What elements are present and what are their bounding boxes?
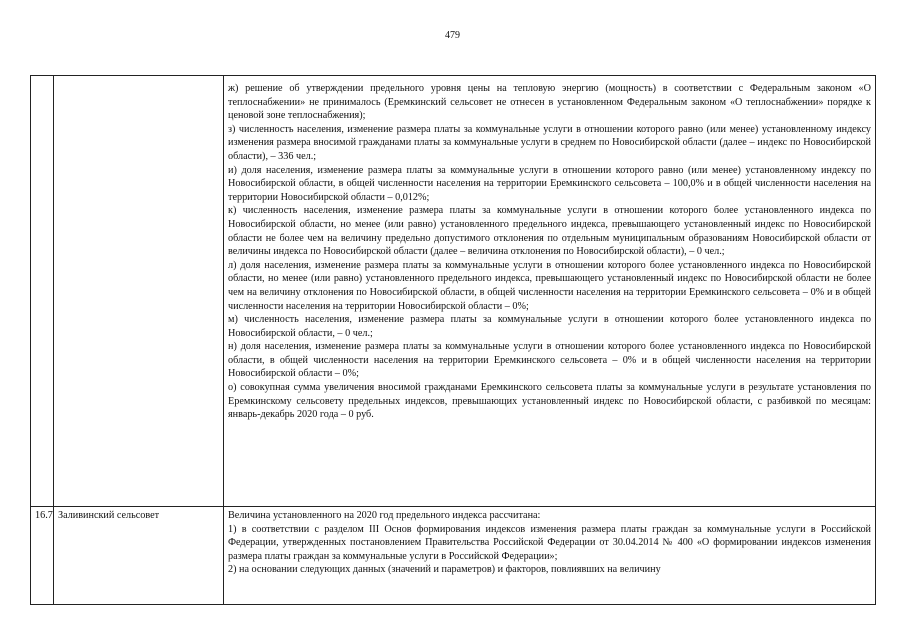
paragraph-k: к) численность населения, изменение размера платы за коммунальные услуги в отношении которого более установленного индекса по Новосибирской области, но менее (или равно) установленного предельного индекса, превышающего установленный индекс по Новосибирской области не более чем на величину предельно допустимого отклонения по отдельным муниципальным образованиям Новосибирской области от величины индекса по Новосибирской области (далее – величина отклонения по Новосибирской области), – 0 чел.;: [228, 205, 871, 258]
paragraph-2: 2) на основании следующих данных (значений и параметров) и факторов, повлиявших на величину: [228, 564, 661, 576]
description-cell: [224, 507, 876, 605]
row-number-cell: [31, 76, 54, 507]
paragraph-m: м) численность населения, изменение размера платы за коммунальные услуги в отношении которого более установленного индекса по Новосибирской области, – 0 чел.;: [228, 314, 871, 339]
paragraph-zh: ж) решение об утверждении предельного уровня цены на тепловую энергию (мощность) в соответствии с Федеральным законом «О теплоснабжении» не принималось (Еремкинский сельсовет не отнесен в установленном Федеральным законом «О теплоснабжении» порядке к ценовой зоне теплоснабжения);: [228, 83, 871, 122]
page-number: 479: [445, 30, 460, 41]
description-cell: [224, 76, 876, 507]
document-table: [30, 75, 876, 605]
municipality-name-cell: Заливинский сельсовет: [54, 507, 224, 605]
paragraph-intro: Величина установленного на 2020 год предельного индекса рассчитана:: [228, 510, 541, 521]
row-number-cell: 16.7: [31, 507, 54, 605]
paragraph-i: и) доля населения, изменение размера платы за коммунальные услуги в отношении которого равно (или менее) установленному индексу по Новосибирской области, в общей численности населения на территории Еремкинского сельсовета – 100,0% и в общей численности населения на территории Новосибирской области – 0,012%;: [228, 164, 871, 203]
table-row: [31, 507, 876, 605]
table-row: [31, 76, 876, 507]
paragraph-l: л) доля населения, изменение размера платы за коммунальные услуги в отношении которого более установленного индекса по Новосибирской области, но менее (или равно) установленного предельного индекса, превышающего установленный индекс по Новосибирской области не более чем на величину отклонения по Новосибирской области, в общей численности населения на территории Еремкинского сельсовета – 0% и в общей численности населения на территории Новосибирской области – 0%;: [228, 259, 871, 312]
paragraph-n: н) доля населения, изменение размера платы за коммунальные услуги в отношении которого более установленного индекса по Новосибирской области, в общей численности населения на территории Еремкинского сельсовета – 0% и в общей численности населения на территории Новосибирской области – 0%;: [228, 341, 871, 380]
paragraph-z: з) численность населения, изменение размера платы за коммунальные услуги в отношении которого равно (или менее) установленному индексу изменения размера вносимой гражданами платы за коммунальные услуги в среднем по Новосибирской области (далее – индекс по Новосибирской области), – 336 чел.;: [228, 123, 871, 162]
paragraph-o: о) совокупная сумма увеличения вносимой гражданами Еремкинского сельсовета платы за коммунальные услуги в результате установления по Еремкинскому сельсовету предельных индексов, превышающих установленный индекс по Новосибирской области, с разбивкой по месяцам: январь-декабрь 2020 года – 0 руб.: [228, 382, 871, 421]
description-text-block: [228, 509, 871, 577]
municipality-name-cell: [54, 76, 224, 507]
paragraph-1: 1) в соответствии с разделом III Основ формирования индексов изменения размера платы граждан за коммунальные услуги в Российской Федерации, утвержденных постановлением Правительства Российской Федерации от 30.04.2014 № 400 «О формировании индексов изменения размера платы граждан за коммунальные услуги в Российской Федерации»;: [228, 523, 871, 562]
